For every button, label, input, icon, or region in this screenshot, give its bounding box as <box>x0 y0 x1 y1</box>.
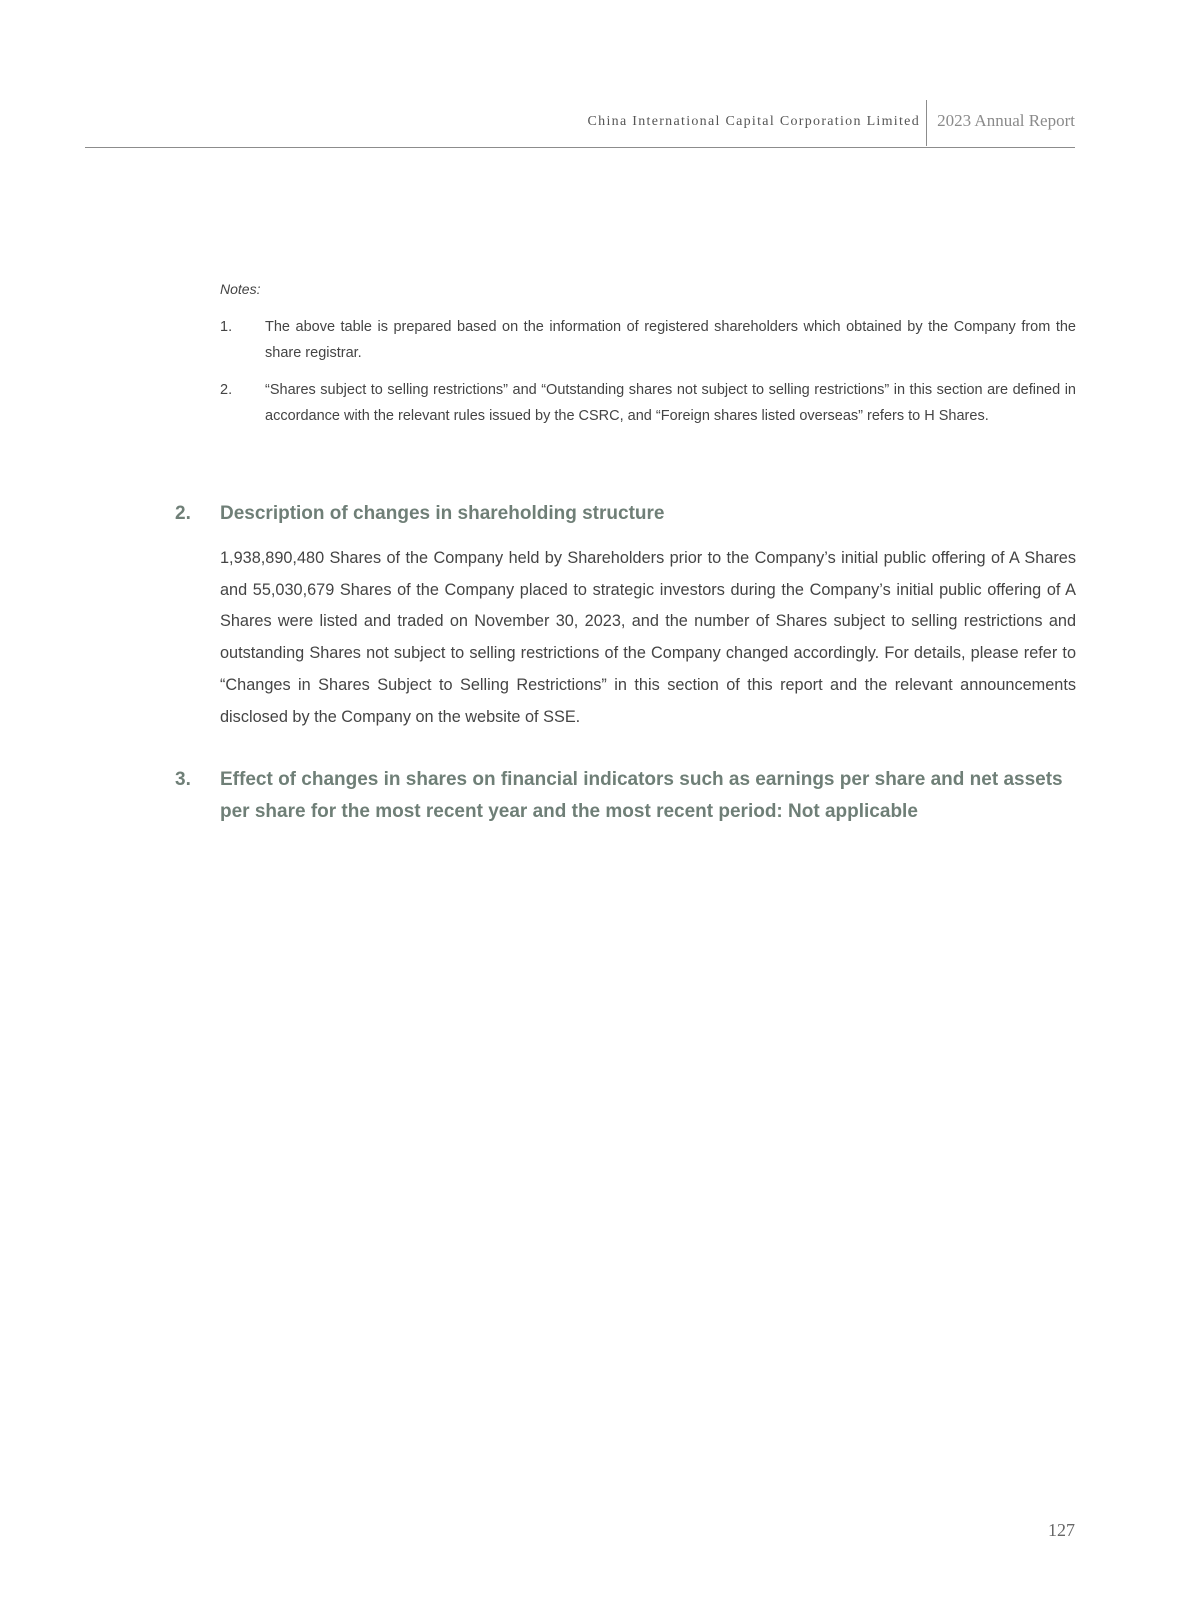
note-text: The above table is prepared based on the information of registered shareholders which obtained by the Company from the share registrar. <box>265 319 1076 361</box>
section-number: 2. <box>175 503 191 524</box>
note-number: 1. <box>220 319 233 335</box>
section-heading <box>175 764 1076 828</box>
section-title: Effect of changes in shares on financial indicators such as earnings per share and net assets per share for the most recent year and the most recent period: Not applicable <box>220 769 1063 822</box>
note-number: 2. <box>220 382 233 398</box>
notes-label: Notes: <box>220 281 261 297</box>
header-company-name: China International Capital Corporation Limited <box>587 114 920 129</box>
section-body-text: 1,938,890,480 Shares of the Company held by Shareholders prior to the Company’s initial public offering of A Shares and 55,030,679 Shares of the Company placed to strategic investors during the Company’s initial public offering of A Shares were listed and traded on November 30, 2023, and the number of Shares subject to selling restrictions and outstanding Shares not subject to selling restrictions of the Company changed accordingly. For details, please refer to “Changes in Shares Subject to Selling Restrictions” in this section of this report and the relevant announcements disclosed by the Company on the website of SSE. <box>220 549 1076 726</box>
header-report-title: 2023 Annual Report <box>937 111 1075 130</box>
page-number: 127 <box>1048 1520 1075 1540</box>
section-title: Description of changes in shareholding structure <box>220 503 665 524</box>
section-heading <box>175 498 1076 530</box>
page-header <box>85 100 1075 148</box>
header-divider <box>926 100 927 146</box>
note-item <box>220 314 1076 366</box>
note-item <box>220 377 1076 429</box>
note-text: “Shares subject to selling restrictions” and “Outstanding shares not subject to selling restrictions” in this section are defined in accordance with the relevant rules issued by the CSRC, and “Foreign shares listed overseas” refers to H Shares. <box>265 382 1076 424</box>
section-number: 3. <box>175 769 191 790</box>
